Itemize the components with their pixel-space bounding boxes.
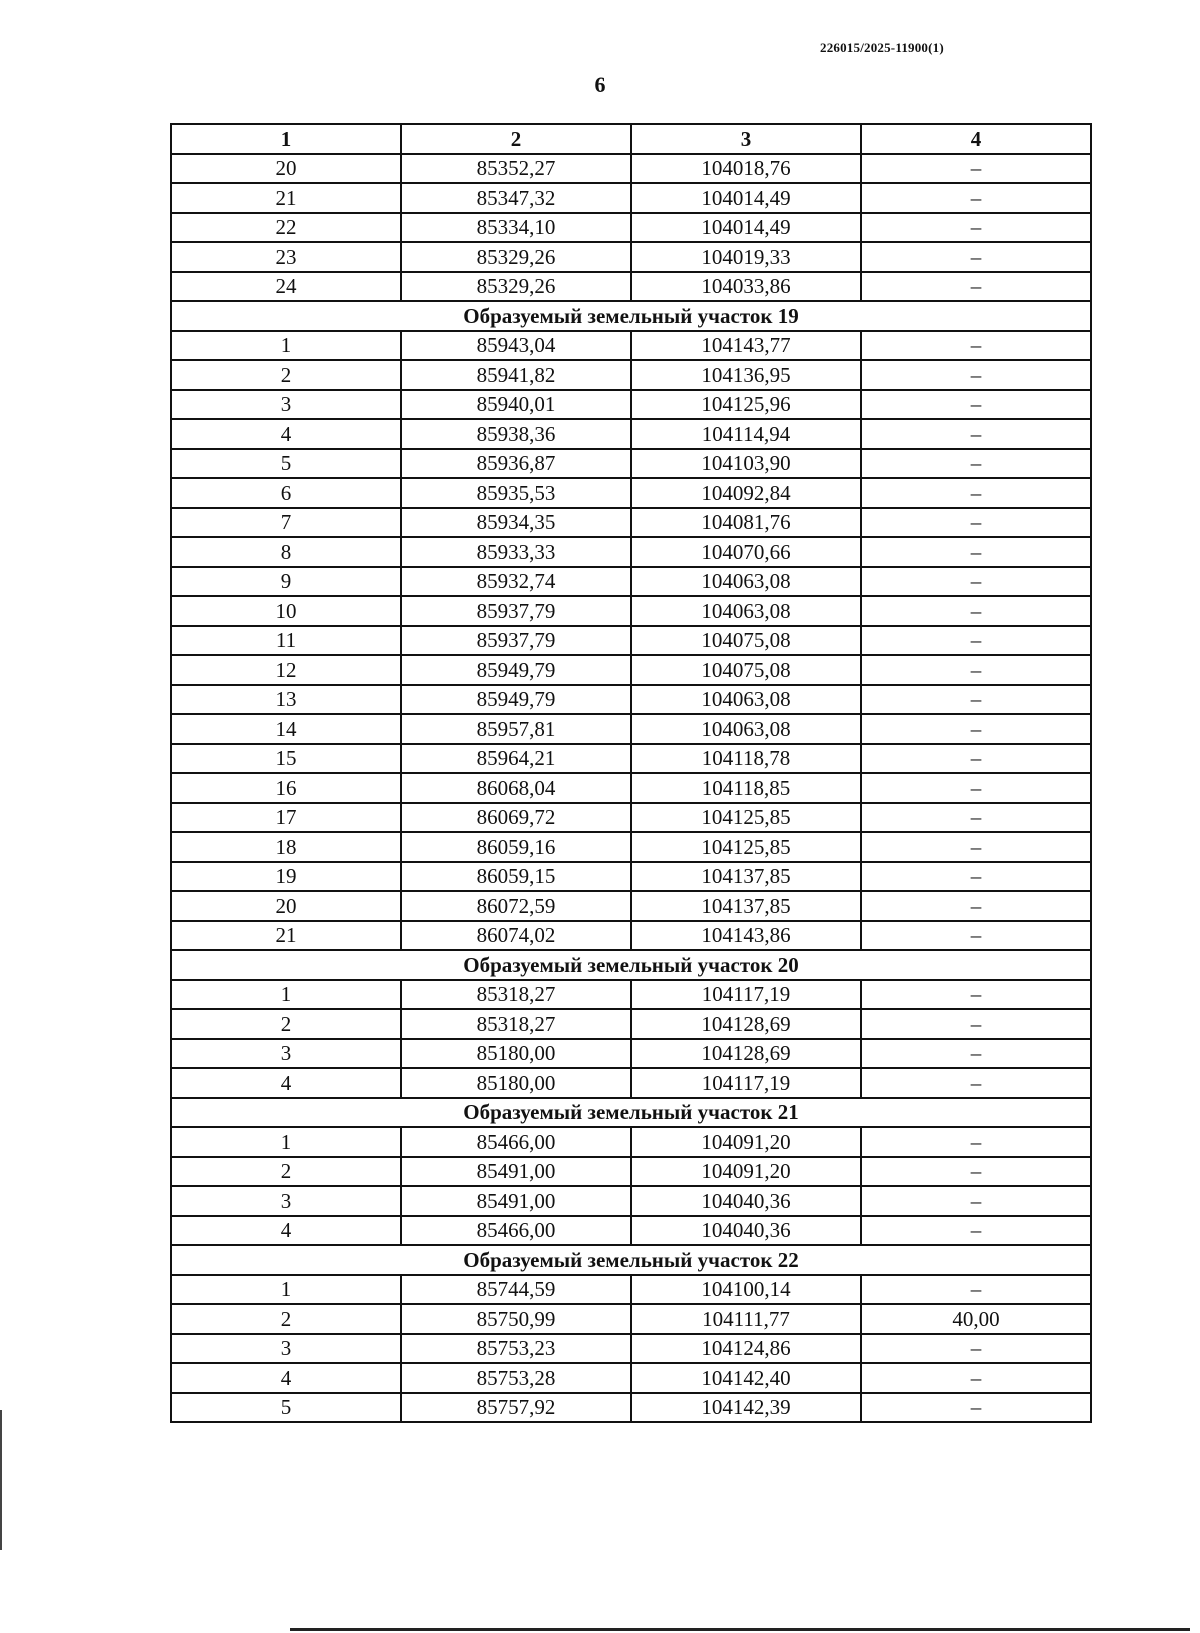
table-row bbox=[171, 921, 1091, 951]
point-number-cell: 18 bbox=[171, 832, 401, 862]
value-cell: – bbox=[861, 1009, 1091, 1039]
table-row bbox=[171, 773, 1091, 803]
x-coordinate-cell: 85957,81 bbox=[401, 714, 631, 744]
y-coordinate-cell: 104128,69 bbox=[631, 1009, 861, 1039]
x-coordinate-cell: 85466,00 bbox=[401, 1127, 631, 1157]
y-coordinate-cell: 104063,08 bbox=[631, 567, 861, 597]
x-coordinate-cell: 85757,92 bbox=[401, 1393, 631, 1423]
section-title: Образуемый земельный участок 19 bbox=[171, 301, 1091, 331]
x-coordinate-cell: 85318,27 bbox=[401, 980, 631, 1010]
y-coordinate-cell: 104118,85 bbox=[631, 773, 861, 803]
y-coordinate-cell: 104092,84 bbox=[631, 478, 861, 508]
point-number-cell: 22 bbox=[171, 213, 401, 243]
x-coordinate-cell: 85941,82 bbox=[401, 360, 631, 390]
x-coordinate-cell: 85940,01 bbox=[401, 390, 631, 420]
x-coordinate-cell: 86072,59 bbox=[401, 891, 631, 921]
section-row bbox=[171, 301, 1091, 331]
y-coordinate-cell: 104128,69 bbox=[631, 1039, 861, 1069]
y-coordinate-cell: 104040,36 bbox=[631, 1186, 861, 1216]
point-number-cell: 1 bbox=[171, 331, 401, 361]
section-row bbox=[171, 1245, 1091, 1275]
y-coordinate-cell: 104081,76 bbox=[631, 508, 861, 538]
value-cell: – bbox=[861, 891, 1091, 921]
table-row bbox=[171, 331, 1091, 361]
point-number-cell: 20 bbox=[171, 154, 401, 184]
y-coordinate-cell: 104125,96 bbox=[631, 390, 861, 420]
value-cell: – bbox=[861, 213, 1091, 243]
point-number-cell: 17 bbox=[171, 803, 401, 833]
point-number-cell: 20 bbox=[171, 891, 401, 921]
table-row bbox=[171, 213, 1091, 243]
table-row bbox=[171, 537, 1091, 567]
value-cell: – bbox=[861, 449, 1091, 479]
x-coordinate-cell: 85937,79 bbox=[401, 596, 631, 626]
value-cell: – bbox=[861, 1334, 1091, 1364]
table-body bbox=[171, 154, 1091, 1423]
bottom-scan-line bbox=[290, 1628, 1190, 1631]
x-coordinate-cell: 85932,74 bbox=[401, 567, 631, 597]
value-cell: – bbox=[861, 331, 1091, 361]
table-row bbox=[171, 183, 1091, 213]
section-row bbox=[171, 1098, 1091, 1128]
x-coordinate-cell: 85750,99 bbox=[401, 1304, 631, 1334]
x-coordinate-cell: 85949,79 bbox=[401, 685, 631, 715]
point-number-cell: 3 bbox=[171, 1334, 401, 1364]
value-cell: – bbox=[861, 832, 1091, 862]
y-coordinate-cell: 104063,08 bbox=[631, 714, 861, 744]
table-row bbox=[171, 862, 1091, 892]
value-cell: – bbox=[861, 862, 1091, 892]
y-coordinate-cell: 104142,39 bbox=[631, 1393, 861, 1423]
x-coordinate-cell: 85491,00 bbox=[401, 1157, 631, 1187]
table-row bbox=[171, 1039, 1091, 1069]
point-number-cell: 3 bbox=[171, 390, 401, 420]
x-coordinate-cell: 85935,53 bbox=[401, 478, 631, 508]
table-row bbox=[171, 714, 1091, 744]
point-number-cell: 2 bbox=[171, 1157, 401, 1187]
table-row bbox=[171, 1068, 1091, 1098]
x-coordinate-cell: 85491,00 bbox=[401, 1186, 631, 1216]
point-number-cell: 12 bbox=[171, 655, 401, 685]
value-cell: – bbox=[861, 655, 1091, 685]
value-cell: – bbox=[861, 1039, 1091, 1069]
x-coordinate-cell: 85949,79 bbox=[401, 655, 631, 685]
value-cell: – bbox=[861, 921, 1091, 951]
point-number-cell: 11 bbox=[171, 626, 401, 656]
table-row bbox=[171, 832, 1091, 862]
y-coordinate-cell: 104143,77 bbox=[631, 331, 861, 361]
value-cell: – bbox=[861, 685, 1091, 715]
point-number-cell: 2 bbox=[171, 1304, 401, 1334]
x-coordinate-cell: 85347,32 bbox=[401, 183, 631, 213]
value-cell: – bbox=[861, 478, 1091, 508]
point-number-cell: 4 bbox=[171, 1363, 401, 1393]
table-row bbox=[171, 1393, 1091, 1423]
y-coordinate-cell: 104111,77 bbox=[631, 1304, 861, 1334]
y-coordinate-cell: 104019,33 bbox=[631, 242, 861, 272]
point-number-cell: 6 bbox=[171, 478, 401, 508]
table-row bbox=[171, 596, 1091, 626]
table-row bbox=[171, 272, 1091, 302]
point-number-cell: 19 bbox=[171, 862, 401, 892]
point-number-cell: 5 bbox=[171, 1393, 401, 1423]
value-cell: – bbox=[861, 537, 1091, 567]
x-coordinate-cell: 85329,26 bbox=[401, 272, 631, 302]
table-row bbox=[171, 449, 1091, 479]
table-row bbox=[171, 567, 1091, 597]
page-number bbox=[0, 72, 1200, 98]
x-coordinate-cell: 86059,15 bbox=[401, 862, 631, 892]
table-row bbox=[171, 1127, 1091, 1157]
value-cell: – bbox=[861, 1186, 1091, 1216]
value-cell: – bbox=[861, 1216, 1091, 1246]
column-header: 3 bbox=[631, 124, 861, 154]
point-number-cell: 4 bbox=[171, 419, 401, 449]
y-coordinate-cell: 104091,20 bbox=[631, 1127, 861, 1157]
column-header: 1 bbox=[171, 124, 401, 154]
y-coordinate-cell: 104040,36 bbox=[631, 1216, 861, 1246]
point-number-cell: 14 bbox=[171, 714, 401, 744]
x-coordinate-cell: 85334,10 bbox=[401, 213, 631, 243]
table-row bbox=[171, 1304, 1091, 1334]
value-cell: – bbox=[861, 744, 1091, 774]
table-row bbox=[171, 1363, 1091, 1393]
x-coordinate-cell: 86059,16 bbox=[401, 832, 631, 862]
point-number-cell: 21 bbox=[171, 183, 401, 213]
x-coordinate-cell: 85329,26 bbox=[401, 242, 631, 272]
x-coordinate-cell: 85943,04 bbox=[401, 331, 631, 361]
x-coordinate-cell: 85180,00 bbox=[401, 1039, 631, 1069]
table-row bbox=[171, 744, 1091, 774]
value-cell: – bbox=[861, 360, 1091, 390]
y-coordinate-cell: 104118,78 bbox=[631, 744, 861, 774]
point-number-cell: 8 bbox=[171, 537, 401, 567]
table-row bbox=[171, 626, 1091, 656]
y-coordinate-cell: 104114,94 bbox=[631, 419, 861, 449]
value-cell: – bbox=[861, 714, 1091, 744]
point-number-cell: 2 bbox=[171, 360, 401, 390]
x-coordinate-cell: 86069,72 bbox=[401, 803, 631, 833]
table-row bbox=[171, 803, 1091, 833]
table-row bbox=[171, 655, 1091, 685]
table-row bbox=[171, 478, 1091, 508]
y-coordinate-cell: 104124,86 bbox=[631, 1334, 861, 1364]
y-coordinate-cell: 104070,66 bbox=[631, 537, 861, 567]
y-coordinate-cell: 104063,08 bbox=[631, 596, 861, 626]
x-coordinate-cell: 85744,59 bbox=[401, 1275, 631, 1305]
value-cell: – bbox=[861, 1363, 1091, 1393]
value-cell: – bbox=[861, 626, 1091, 656]
value-cell: – bbox=[861, 419, 1091, 449]
x-coordinate-cell: 86068,04 bbox=[401, 773, 631, 803]
point-number-cell: 16 bbox=[171, 773, 401, 803]
value-cell: – bbox=[861, 773, 1091, 803]
x-coordinate-cell: 85318,27 bbox=[401, 1009, 631, 1039]
y-coordinate-cell: 104136,95 bbox=[631, 360, 861, 390]
x-coordinate-cell: 85938,36 bbox=[401, 419, 631, 449]
point-number-cell: 3 bbox=[171, 1186, 401, 1216]
value-cell: – bbox=[861, 1157, 1091, 1187]
point-number-cell: 2 bbox=[171, 1009, 401, 1039]
x-coordinate-cell: 85352,27 bbox=[401, 154, 631, 184]
table-row bbox=[171, 1334, 1091, 1364]
section-title: Образуемый земельный участок 21 bbox=[171, 1098, 1091, 1128]
point-number-cell: 7 bbox=[171, 508, 401, 538]
value-cell: – bbox=[861, 1127, 1091, 1157]
section-title: Образуемый земельный участок 22 bbox=[171, 1245, 1091, 1275]
table-row bbox=[171, 1157, 1091, 1187]
y-coordinate-cell: 104103,90 bbox=[631, 449, 861, 479]
y-coordinate-cell: 104014,49 bbox=[631, 213, 861, 243]
value-cell: – bbox=[861, 1068, 1091, 1098]
table-row bbox=[171, 390, 1091, 420]
x-coordinate-cell: 85936,87 bbox=[401, 449, 631, 479]
section-title: Образуемый земельный участок 20 bbox=[171, 950, 1091, 980]
value-cell: – bbox=[861, 596, 1091, 626]
value-cell: – bbox=[861, 390, 1091, 420]
point-number-cell: 21 bbox=[171, 921, 401, 951]
x-coordinate-cell: 85466,00 bbox=[401, 1216, 631, 1246]
table-row bbox=[171, 891, 1091, 921]
section-row bbox=[171, 950, 1091, 980]
table-header bbox=[171, 124, 1091, 154]
point-number-cell: 4 bbox=[171, 1068, 401, 1098]
y-coordinate-cell: 104014,49 bbox=[631, 183, 861, 213]
y-coordinate-cell: 104117,19 bbox=[631, 1068, 861, 1098]
y-coordinate-cell: 104091,20 bbox=[631, 1157, 861, 1187]
point-number-cell: 23 bbox=[171, 242, 401, 272]
point-number-cell: 1 bbox=[171, 1275, 401, 1305]
y-coordinate-cell: 104018,76 bbox=[631, 154, 861, 184]
y-coordinate-cell: 104075,08 bbox=[631, 655, 861, 685]
x-coordinate-cell: 85180,00 bbox=[401, 1068, 631, 1098]
table-row bbox=[171, 980, 1091, 1010]
x-coordinate-cell: 85933,33 bbox=[401, 537, 631, 567]
point-number-cell: 4 bbox=[171, 1216, 401, 1246]
point-number-cell: 1 bbox=[171, 980, 401, 1010]
y-coordinate-cell: 104137,85 bbox=[631, 862, 861, 892]
value-cell: – bbox=[861, 508, 1091, 538]
column-header: 2 bbox=[401, 124, 631, 154]
y-coordinate-cell: 104125,85 bbox=[631, 803, 861, 833]
table-row bbox=[171, 685, 1091, 715]
point-number-cell: 13 bbox=[171, 685, 401, 715]
point-number-cell: 15 bbox=[171, 744, 401, 774]
point-number-cell: 3 bbox=[171, 1039, 401, 1069]
table-row bbox=[171, 1216, 1091, 1246]
x-coordinate-cell: 85934,35 bbox=[401, 508, 631, 538]
y-coordinate-cell: 104075,08 bbox=[631, 626, 861, 656]
table-row bbox=[171, 154, 1091, 184]
x-coordinate-cell: 85753,28 bbox=[401, 1363, 631, 1393]
document-code: 226015/2025-11900(1) bbox=[820, 40, 944, 55]
table-row bbox=[171, 1186, 1091, 1216]
y-coordinate-cell: 104100,14 bbox=[631, 1275, 861, 1305]
x-coordinate-cell: 86074,02 bbox=[401, 921, 631, 951]
table-row bbox=[171, 1009, 1091, 1039]
scan-edge-mark bbox=[0, 1410, 2, 1550]
y-coordinate-cell: 104125,85 bbox=[631, 832, 861, 862]
value-cell: – bbox=[861, 154, 1091, 184]
coordinates-table bbox=[170, 123, 1092, 1423]
point-number-cell: 24 bbox=[171, 272, 401, 302]
value-cell: – bbox=[861, 567, 1091, 597]
value-cell: – bbox=[861, 183, 1091, 213]
value-cell: – bbox=[861, 980, 1091, 1010]
y-coordinate-cell: 104142,40 bbox=[631, 1363, 861, 1393]
point-number-cell: 9 bbox=[171, 567, 401, 597]
table-row bbox=[171, 360, 1091, 390]
page-number-text: 6 bbox=[594, 72, 606, 97]
value-cell: – bbox=[861, 1393, 1091, 1423]
header-row bbox=[171, 124, 1091, 154]
y-coordinate-cell: 104033,86 bbox=[631, 272, 861, 302]
x-coordinate-cell: 85937,79 bbox=[401, 626, 631, 656]
x-coordinate-cell: 85753,23 bbox=[401, 1334, 631, 1364]
x-coordinate-cell: 85964,21 bbox=[401, 744, 631, 774]
y-coordinate-cell: 104063,08 bbox=[631, 685, 861, 715]
point-number-cell: 5 bbox=[171, 449, 401, 479]
y-coordinate-cell: 104117,19 bbox=[631, 980, 861, 1010]
value-cell: 40,00 bbox=[861, 1304, 1091, 1334]
table-row bbox=[171, 1275, 1091, 1305]
y-coordinate-cell: 104137,85 bbox=[631, 891, 861, 921]
y-coordinate-cell: 104143,86 bbox=[631, 921, 861, 951]
value-cell: – bbox=[861, 242, 1091, 272]
table-row bbox=[171, 419, 1091, 449]
point-number-cell: 10 bbox=[171, 596, 401, 626]
value-cell: – bbox=[861, 272, 1091, 302]
table-row bbox=[171, 242, 1091, 272]
value-cell: – bbox=[861, 803, 1091, 833]
column-header: 4 bbox=[861, 124, 1091, 154]
value-cell: – bbox=[861, 1275, 1091, 1305]
point-number-cell: 1 bbox=[171, 1127, 401, 1157]
table-row bbox=[171, 508, 1091, 538]
